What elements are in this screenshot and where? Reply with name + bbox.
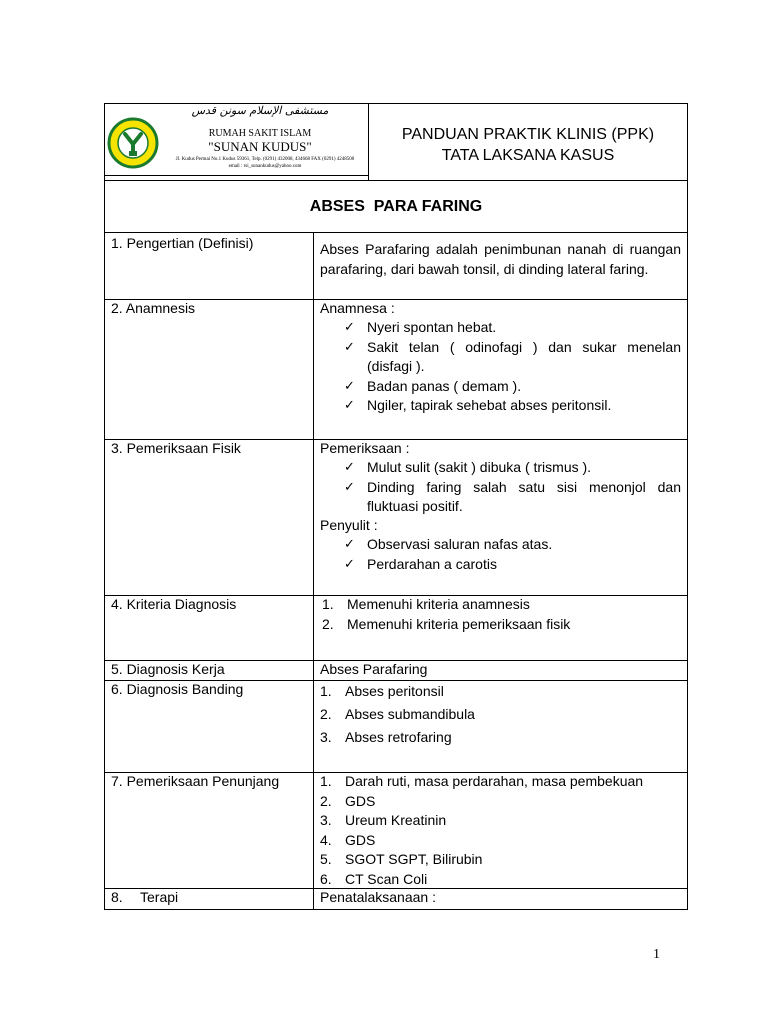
pemeriksaan-list <box>342 458 681 517</box>
arabic-hospital-name: مستشفى الإسلام سونن قدس <box>191 104 329 117</box>
list-item: 1. Memenuhi kriteria anamnesis <box>322 596 530 612</box>
hospital-name: "SUNAN KUDUS" <box>208 139 312 154</box>
hospital-logo-icon <box>107 117 159 169</box>
kriteria-list <box>322 595 681 634</box>
row-label-diagnosis-kerja: 5. Diagnosis Kerja <box>111 661 225 677</box>
page-number: 1 <box>653 947 660 962</box>
row-label-diagnosis-banding: 6. Diagnosis Banding <box>111 681 244 697</box>
list-item: 2. GDS <box>320 792 376 809</box>
row-label-kriteria-diagnosis: 4. Kriteria Diagnosis <box>111 596 237 612</box>
list-item: 5. SGOT SGPT, Bilirubin <box>320 851 483 867</box>
list-item: 1. Abses peritonsil <box>320 683 444 699</box>
list-item: 4. GDS <box>320 831 376 848</box>
list-item: 6. CT Scan Coli <box>320 870 428 887</box>
list-item: ✓ Nyeri spontan hebat. <box>342 318 681 338</box>
list-item: 3. Ureum Kreatinin <box>320 812 447 828</box>
list-item: 1. Darah ruti, masa perdarahan, masa pembekuan <box>320 773 644 789</box>
row-label-terapi: Terapi <box>140 889 179 905</box>
row-label-anamnesis: 2. Anamnesis <box>111 300 196 316</box>
pemeriksaan-intro: Pemeriksaan : <box>320 440 410 456</box>
list-item: ✓ Observasi saluran nafas atas. <box>342 535 681 555</box>
pengertian-text: Abses Parafaring adalah penimbunan nanah di ruangan parafaring, dari bawah tonsil, di dinding lateral faring. <box>320 241 681 277</box>
anamnesis-list <box>342 318 681 416</box>
row-label-pengertian: 1. Pengertian (Definisi) <box>111 235 254 251</box>
document-title: ABSES PARA FARING <box>309 198 483 215</box>
list-item: 2. Memenuhi kriteria pemeriksaan fisik <box>322 615 571 632</box>
header-title-line1: PANDUAN PRAKTIK KLINIS (PPK) <box>401 126 655 143</box>
list-item: ✓ Ngiler, tapirak sehebat abses peritonsil. <box>342 396 681 416</box>
list-item: ✓ Badan panas ( demam ). <box>342 377 681 397</box>
diagnosis-kerja-text: Abses Parafaring <box>320 661 428 677</box>
row-label-pemeriksaan-fisik: 3. Pemeriksaan Fisik <box>111 440 241 456</box>
row-label-pemeriksaan-penunjang: 7. Pemeriksaan Penunjang <box>111 773 280 789</box>
hospital-address: Jl. Kudus Permai No.1 Kudus 59361, Telp. (0291) 432008, 434668 FAX (0291) 4248500 <box>175 157 355 162</box>
penyulit-intro: Penyulit : <box>320 517 378 533</box>
row-label-terapi-number: 8. <box>111 889 123 905</box>
header-title-line2: TATA LAKSANA KASUS <box>441 147 615 164</box>
penyulit-list <box>342 535 681 574</box>
pemeriksaan-penunjang-list <box>320 772 679 889</box>
list-item: ✓ Mulut sulit (sakit ) dibuka ( trismus ). <box>342 458 681 478</box>
list-item: ✓ Dinding faring salah satu sisi menonjol dan fluktuasi positif. <box>342 478 681 517</box>
hospital-prefix: RUMAH SAKIT ISLAM <box>208 128 312 139</box>
list-item: 2. Abses submandibula <box>320 706 475 722</box>
anamnesis-intro: Anamnesa : <box>320 300 395 316</box>
diagnosis-banding-list <box>320 680 679 749</box>
list-item: ✓ Sakit telan ( odinofagi ) dan sukar menelan (disfagi ). <box>342 338 681 377</box>
hospital-email: email : rsi_sunankudus@yahoo.com <box>228 164 302 169</box>
terapi-text: Penatalaksanaan : <box>320 889 436 905</box>
list-item: 3. Abses retrofaring <box>320 729 452 745</box>
list-item: ✓ Perdarahan a carotis <box>342 555 681 575</box>
